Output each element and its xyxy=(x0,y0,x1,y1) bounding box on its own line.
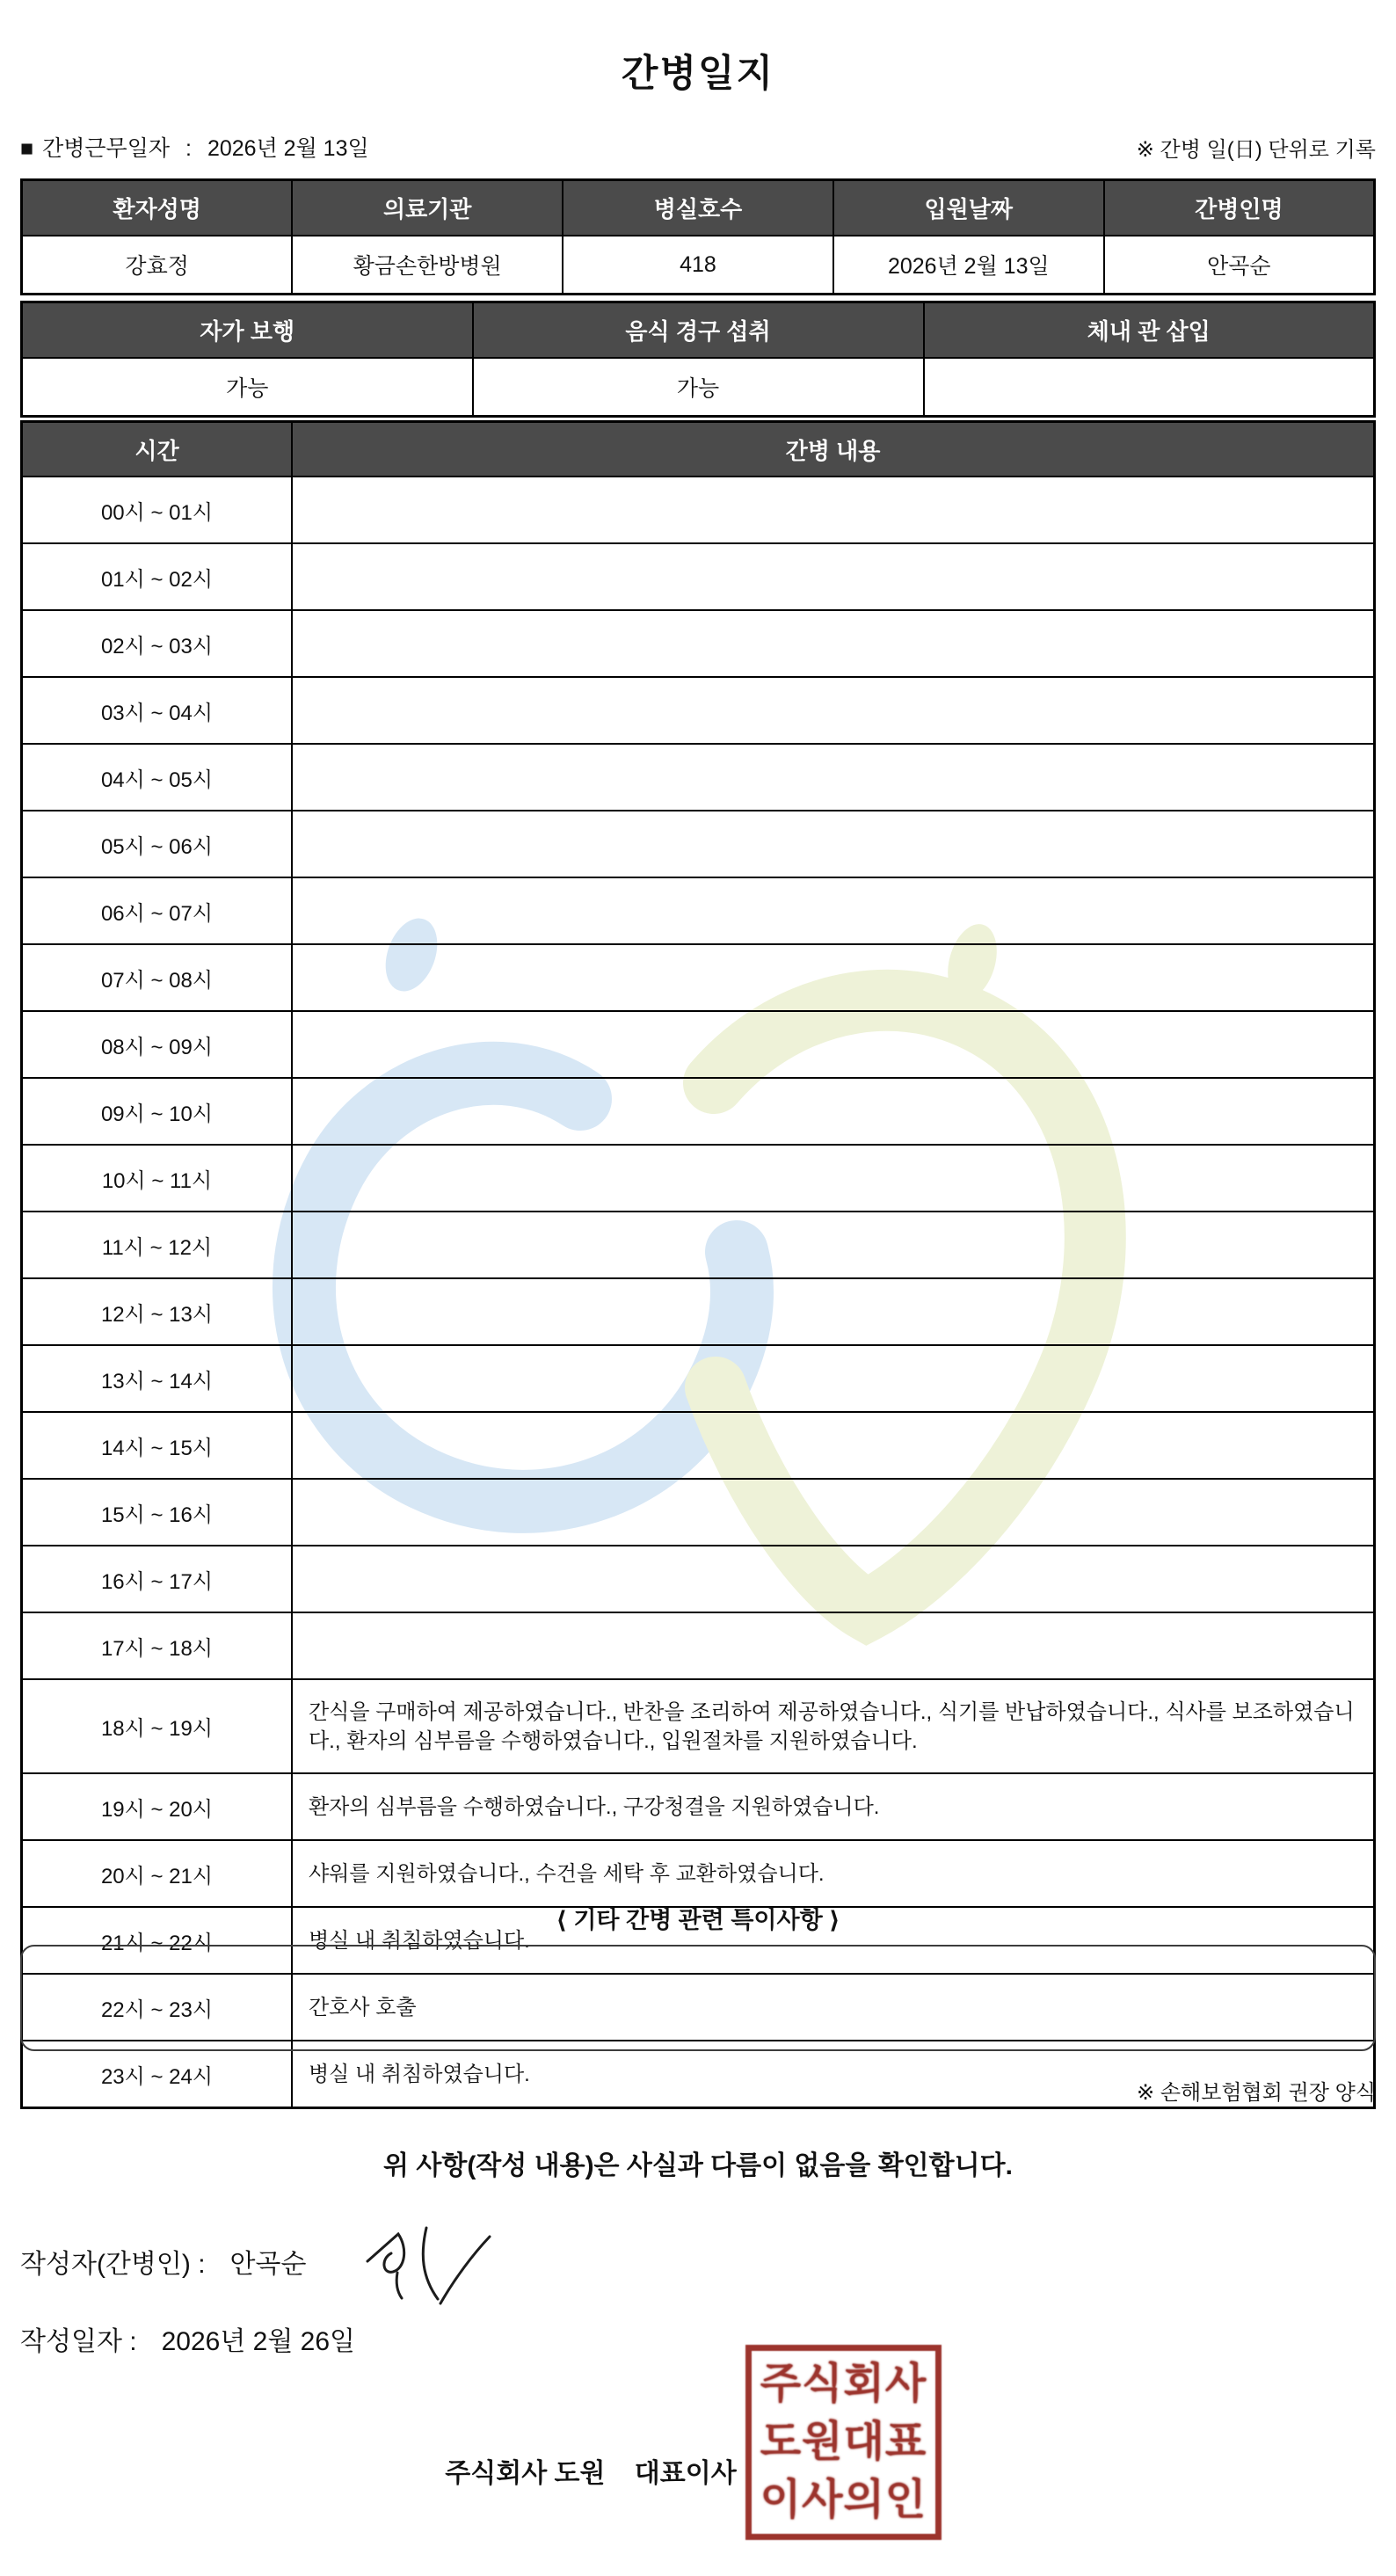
care-work-date xyxy=(20,131,369,163)
care-row-content xyxy=(292,744,1375,811)
care-row xyxy=(22,1679,1375,1773)
page-title: 간병일지 xyxy=(621,53,775,95)
care-row xyxy=(22,1345,1375,1412)
caregiver-signature xyxy=(360,2217,497,2312)
value-room-number: 418 xyxy=(563,236,833,295)
care-row xyxy=(22,1278,1375,1345)
care-row-time: 00시 ~ 01시 xyxy=(22,477,293,543)
care-row xyxy=(22,1145,1375,1212)
confirmation-statement: 위 사항(작성 내용)은 사실과 다름이 없음을 확인합니다. xyxy=(383,2151,1013,2180)
care-row xyxy=(22,877,1375,944)
care-row-content xyxy=(292,811,1375,877)
care-row-content xyxy=(292,477,1375,543)
writer-name: 안곡순 xyxy=(229,2250,307,2279)
care-row-time: 08시 ~ 09시 xyxy=(22,1011,293,1078)
care-row-content xyxy=(292,877,1375,944)
care-row xyxy=(22,610,1375,677)
care-row-time: 13시 ~ 14시 xyxy=(22,1345,293,1412)
care-row-time: 01시 ~ 02시 xyxy=(22,543,293,610)
care-row-content: 병실 내 취침하였습니다. xyxy=(292,1907,1375,1974)
header-care-content: 간병 내용 xyxy=(292,422,1375,477)
care-row-content xyxy=(292,1011,1375,1078)
header-room-number: 병실호수 xyxy=(563,180,833,236)
extra-notes-box xyxy=(20,1945,1376,2051)
patient-status-table xyxy=(20,301,1376,418)
care-row-time: 16시 ~ 17시 xyxy=(22,1546,293,1612)
care-row xyxy=(22,1612,1375,1679)
care-row-content xyxy=(292,1479,1375,1546)
care-row-time: 02시 ~ 03시 xyxy=(22,610,293,677)
header-self-walking: 자가 보행 xyxy=(22,302,473,359)
care-row-time: 04시 ~ 05시 xyxy=(22,744,293,811)
header-patient-name: 환자성명 xyxy=(22,180,293,236)
care-row xyxy=(22,1212,1375,1278)
writer-label: 작성자(간병인) : xyxy=(20,2250,206,2279)
care-row xyxy=(22,944,1375,1011)
value-oral-intake: 가능 xyxy=(473,358,924,417)
value-admission-date: 2026년 2월 13일 xyxy=(833,236,1104,295)
header-medical-institution: 의료기관 xyxy=(292,180,563,236)
care-row-content xyxy=(292,1412,1375,1479)
care-row xyxy=(22,1773,1375,1840)
care-row-time: 18시 ~ 19시 xyxy=(22,1679,293,1773)
header-caregiver-name: 간병인명 xyxy=(1104,180,1375,236)
header-time: 시간 xyxy=(22,422,293,477)
care-row xyxy=(22,677,1375,744)
status-header-row xyxy=(22,302,1375,359)
work-date-label: 간병근무일자 xyxy=(42,136,171,161)
write-date-value: 2026년 2월 26일 xyxy=(161,2327,355,2356)
care-row xyxy=(22,744,1375,811)
care-row-time: 06시 ~ 07시 xyxy=(22,877,293,944)
care-row-content xyxy=(292,1145,1375,1212)
value-patient-name: 강효정 xyxy=(22,236,293,295)
care-row xyxy=(22,543,1375,610)
care-row-content xyxy=(292,1612,1375,1679)
care-row-time: 03시 ~ 04시 xyxy=(22,677,293,744)
care-row-time: 21시 ~ 22시 xyxy=(22,1907,293,1974)
seal-line-1: 주식회사 xyxy=(760,2361,927,2407)
care-row-time: 14시 ~ 15시 xyxy=(22,1412,293,1479)
care-row-time: 15시 ~ 16시 xyxy=(22,1479,293,1546)
care-row-content xyxy=(292,543,1375,610)
care-row-content xyxy=(292,1212,1375,1278)
care-row-time: 07시 ~ 08시 xyxy=(22,944,293,1011)
extra-notes-heading: ⟨ 기타 간병 관련 특이사항 ⟩ xyxy=(556,1907,840,1933)
header-oral-intake: 음식 경구 섭취 xyxy=(473,302,924,359)
care-row xyxy=(22,811,1375,877)
care-row-time: 09시 ~ 10시 xyxy=(22,1078,293,1145)
record-unit-note: ※ 간병 일(日) 단위로 기록 xyxy=(1136,137,1376,162)
care-row-content: 병실 내 취침하였습니다. xyxy=(292,2041,1375,2108)
care-row-content xyxy=(292,1278,1375,1345)
patient-info-table xyxy=(20,178,1376,295)
care-row xyxy=(22,1546,1375,1612)
work-date-colon: : xyxy=(185,136,192,161)
value-caregiver-name: 안곡순 xyxy=(1104,236,1375,295)
care-row-content xyxy=(292,944,1375,1011)
value-self-walking: 가능 xyxy=(22,358,473,417)
care-row-time: 05시 ~ 06시 xyxy=(22,811,293,877)
care-table-header-row xyxy=(22,422,1375,477)
care-row-content: 환자의 심부름을 수행하였습니다., 구강청결을 지원하였습니다. xyxy=(292,1773,1375,1840)
care-row-time: 17시 ~ 18시 xyxy=(22,1612,293,1679)
care-row-time: 22시 ~ 23시 xyxy=(22,1974,293,2041)
hourly-care-table xyxy=(20,420,1376,2109)
square-bullet-icon: ■ xyxy=(20,136,34,161)
care-row-content xyxy=(292,1078,1375,1145)
signature-stroke-left xyxy=(423,2228,438,2299)
care-row-content xyxy=(292,677,1375,744)
care-row-time: 23시 ~ 24시 xyxy=(22,2041,293,2108)
care-row-content: 샤워를 지원하였습니다., 수건을 세탁 후 교환하였습니다. xyxy=(292,1840,1375,1907)
care-row-content xyxy=(292,1546,1375,1612)
care-row xyxy=(22,1840,1375,1907)
status-value-row xyxy=(22,358,1375,417)
recommended-form-note: ※ 손해보험협회 권장 양식 xyxy=(1137,2081,1376,2105)
corporate-seal-stamp xyxy=(745,2345,942,2540)
meta-line xyxy=(20,131,1376,163)
patient-info-value-row xyxy=(22,236,1375,295)
care-row-time: 19시 ~ 20시 xyxy=(22,1773,293,1840)
write-date-label: 작성일자 : xyxy=(20,2327,137,2356)
care-row-content: 간식을 구매하여 제공하였습니다., 반찬을 조리하여 제공하였습니다., 식기를 반납하였습니다., 식사를 보조하였습니다., 환자의 심부름을 수행하였습니다., 입원절차를 지원하였습니다. xyxy=(292,1679,1375,1773)
write-date-line xyxy=(20,2319,355,2358)
signature-stroke-right xyxy=(440,2237,490,2303)
care-row-content: 간호사 호출 xyxy=(292,1974,1375,2041)
header-tube-insertion: 체내 관 삽입 xyxy=(924,302,1375,359)
signature-stroke-tail xyxy=(396,2273,402,2298)
care-row-time: 10시 ~ 11시 xyxy=(22,1145,293,1212)
patient-info-header-row xyxy=(22,180,1375,236)
signature-stroke-loop xyxy=(367,2234,404,2272)
value-tube-insertion xyxy=(924,358,1375,417)
care-row-time: 12시 ~ 13시 xyxy=(22,1278,293,1345)
writer-line xyxy=(20,2242,306,2281)
care-row-content xyxy=(292,610,1375,677)
care-row-time: 11시 ~ 12시 xyxy=(22,1212,293,1278)
company-ceo-line: 주식회사 도원 대표이사 xyxy=(445,2459,737,2488)
value-medical-institution: 황금손한방병원 xyxy=(292,236,563,295)
care-row xyxy=(22,477,1375,543)
care-row xyxy=(22,1078,1375,1145)
care-row xyxy=(22,1412,1375,1479)
care-row-content xyxy=(292,1345,1375,1412)
care-row xyxy=(22,1011,1375,1078)
care-row xyxy=(22,1479,1375,1546)
care-row-time: 20시 ~ 21시 xyxy=(22,1840,293,1907)
header-admission-date: 입원날짜 xyxy=(833,180,1104,236)
seal-line-3: 이사의인 xyxy=(760,2477,927,2523)
seal-line-2: 도원대표 xyxy=(760,2419,927,2465)
work-date-value: 2026년 2월 13일 xyxy=(207,136,369,161)
